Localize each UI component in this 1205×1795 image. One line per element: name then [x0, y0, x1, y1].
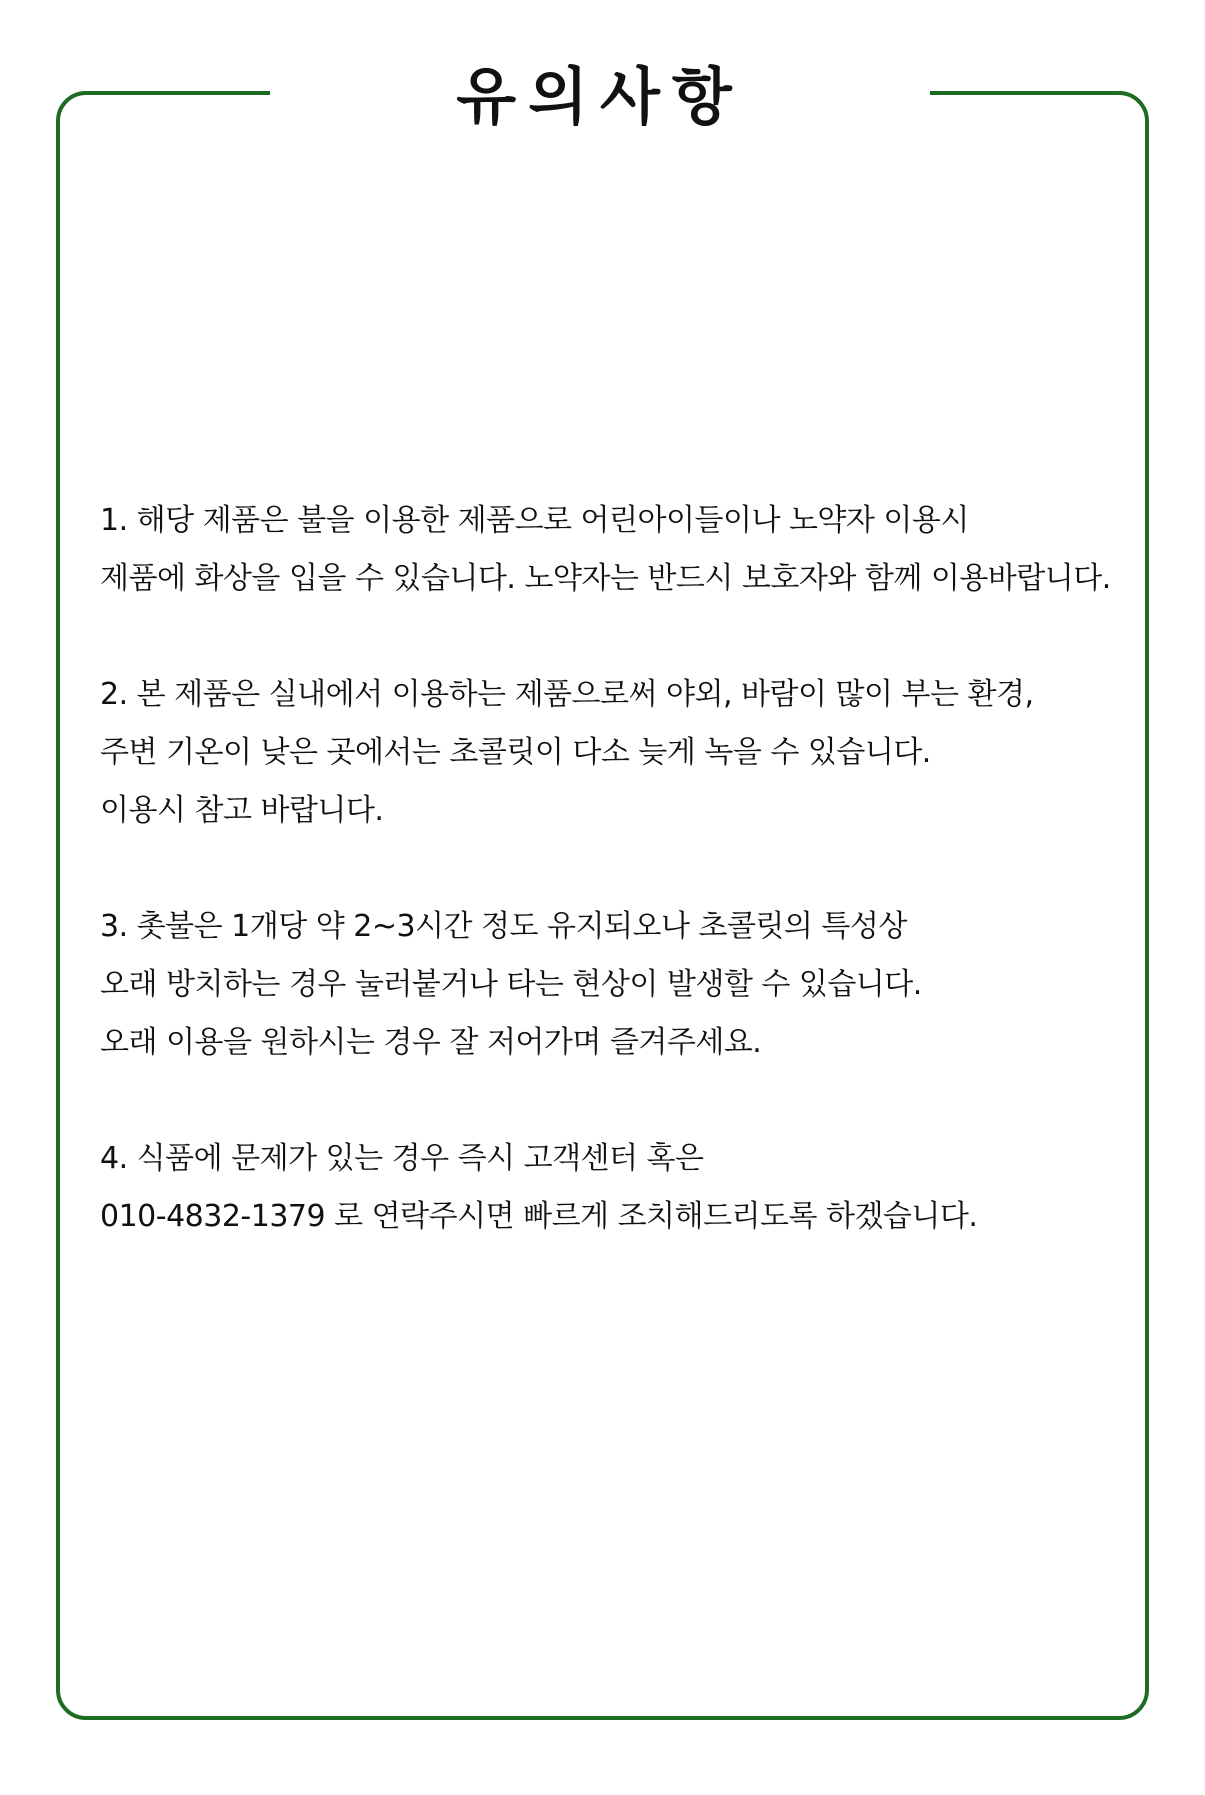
notice-item-4 [100, 1130, 1140, 1246]
notice-line: 4. 식품에 문제가 있는 경우 즉시 고객센터 혹은 [100, 1141, 704, 1176]
notice-item-3 [100, 898, 1140, 1072]
notice-line: 3. 촛불은 1개당 약 2~3시간 정도 유지되오나 초콜릿의 특성상 [100, 909, 907, 944]
page-title: 유의사항 [456, 60, 744, 133]
notice-item-2 [100, 666, 1140, 840]
notice-line: 1. 해당 제품은 불을 이용한 제품으로 어린아이들이나 노약자 이용시 [100, 503, 969, 538]
notice-line: 주변 기온이 낮은 곳에서는 초콜릿이 다소 늦게 녹을 수 있습니다. [100, 735, 931, 770]
notice-line: 오래 방치하는 경우 눌러붙거나 타는 현상이 발생할 수 있습니다. [100, 967, 922, 1002]
notice-list [100, 492, 1140, 1304]
notice-line: 오래 이용을 원하시는 경우 잘 저어가며 즐겨주세요. [100, 1025, 762, 1060]
notice-line: 2. 본 제품은 실내에서 이용하는 제품으로써 야외, 바람이 많이 부는 환경, [100, 677, 1034, 712]
notice-item-1 [100, 492, 1140, 608]
notice-line: 제품에 화상을 입을 수 있습니다. 노약자는 반드시 보호자와 함께 이용바랍니다. [100, 561, 1111, 596]
notice-line: 이용시 참고 바랍니다. [100, 793, 384, 828]
notice-line: 010-4832-1379 로 연락주시면 빠르게 조치해드리도록 하겠습니다. [100, 1199, 978, 1234]
